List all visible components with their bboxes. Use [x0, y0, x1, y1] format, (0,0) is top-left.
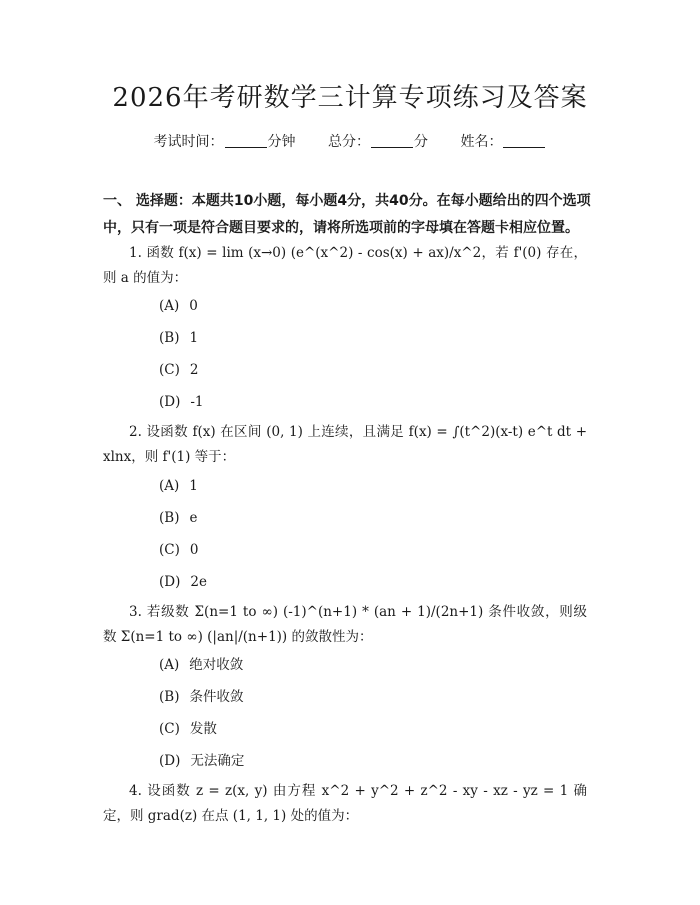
student-name-field [460, 132, 546, 152]
option-text: 0 [189, 542, 199, 558]
option-d [159, 751, 244, 771]
option-label: (D) [159, 753, 181, 769]
total-score-field [328, 132, 428, 152]
option-text: 2 [189, 362, 199, 378]
question-number: 4. [129, 783, 142, 799]
question-text: 设函数 z = z(x, y) 由方程 x^2 + y^2 + z^2 - xy - xz - yz = 1 确定，则 grad(z) 在点 (1, 1, 1) 处的值为： [103, 783, 588, 824]
question-2 [103, 420, 587, 470]
option-label: (A) [159, 298, 180, 314]
option-label: (A) [159, 478, 180, 494]
option-label: (A) [159, 657, 180, 673]
option-b [159, 508, 197, 528]
option-c [159, 360, 198, 380]
question-number: 1. [129, 245, 142, 261]
option-text: 无法确定 [190, 753, 245, 769]
option-label: (C) [159, 542, 180, 558]
option-text: 发散 [189, 721, 217, 737]
question-number: 2. [129, 424, 142, 440]
exam-info-bar [0, 132, 700, 152]
question-4 [103, 779, 587, 829]
option-label: (D) [159, 574, 181, 590]
exam-time-blank [225, 133, 267, 148]
option-label: (B) [159, 330, 180, 346]
exam-time-unit: 分钟 [267, 134, 296, 150]
option-text: 2e [190, 574, 207, 590]
option-a [159, 655, 243, 675]
option-text: 1 [189, 330, 199, 346]
option-a [159, 476, 198, 496]
option-text: e [189, 510, 198, 526]
question-text: 函数 f(x) = lim (x→0) (e^(x^2) - cos(x) + ax)/x^2，若 f'(0) 存在，则 a 的值为： [103, 245, 587, 286]
option-text: 0 [189, 298, 198, 314]
question-3 [103, 600, 587, 650]
option-c [159, 719, 217, 739]
exam-time-label: 考试时间： [153, 134, 224, 150]
total-score-blank [371, 133, 413, 148]
option-a [159, 296, 198, 316]
option-text: 条件收敛 [189, 689, 244, 705]
option-b [159, 328, 198, 348]
page-title: 2026年考研数学三计算专项练习及答案 [112, 83, 588, 113]
option-text: 1 [189, 478, 198, 494]
question-text: 若级数 Σ(n=1 to ∞) (-1)^(n+1) * (an + 1)/(2n+1) 条件收敛，则级数 Σ(n=1 to ∞) (|an|/(n+1)) 的敛散性为： [103, 604, 587, 645]
option-label: (C) [159, 362, 180, 378]
exam-time-field [154, 132, 296, 152]
section-heading: 一、 选择题：本题共10小题，每小题4分，共40分。在每小题给出的四个选项中，只有一项是符合题目要求的，请将所选项前的字母填在答题卡相应位置。 [103, 193, 591, 236]
option-label: (D) [159, 394, 181, 410]
option-c [159, 540, 198, 560]
total-score-label: 总分： [328, 134, 370, 150]
option-text: -1 [190, 394, 204, 410]
option-d [159, 392, 204, 412]
student-name-label: 姓名： [460, 134, 503, 150]
question-text: 设函数 f(x) 在区间 (0, 1) 上连续，且满足 f(x) = ∫(t^2)(x-t) e^t dt + xlnx，则 f'(1) 等于： [103, 424, 588, 465]
option-label: (C) [159, 721, 180, 737]
question-1 [103, 241, 587, 291]
question-number: 3. [129, 604, 142, 620]
total-score-unit: 分 [414, 134, 428, 150]
option-label: (B) [159, 689, 180, 705]
option-text: 绝对收敛 [189, 657, 244, 673]
student-name-blank [503, 133, 545, 148]
option-d [159, 572, 207, 592]
option-label: (B) [159, 510, 180, 526]
option-b [159, 687, 243, 707]
